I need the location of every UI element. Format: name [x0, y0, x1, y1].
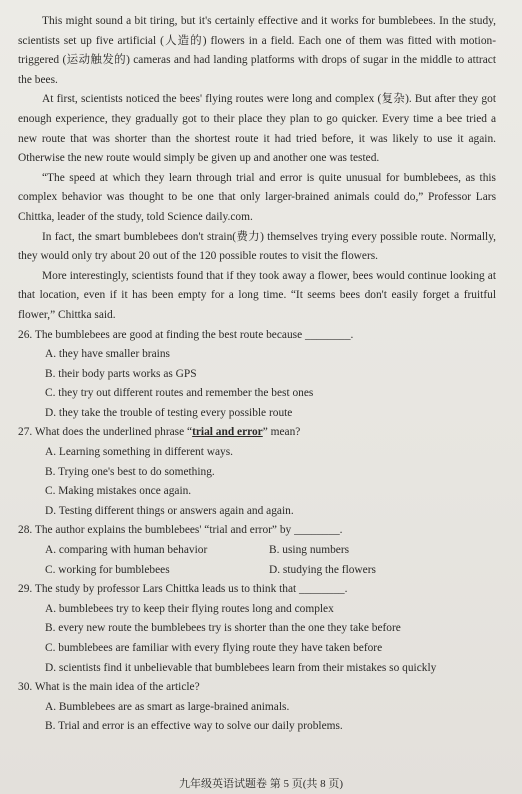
question-29 — [18, 580, 496, 678]
options-row — [45, 541, 496, 561]
option-b: B. Trying one's best to do something. — [45, 465, 215, 478]
passage-paragraph-3: “The speed at which they learn through trial and error is quite unusual for bumblebees, as this complex behavior was thought to be one that only larger-brained animals could do,” Professor Lars Chittka, leader of the study, told Science daily.com. — [18, 171, 496, 223]
passage-paragraph-4: In fact, the smart bumblebees don't strain(费力) themselves trying every possible route. Normally, they would only try about 20 out of the 120 possible routes to visit the flowers. — [18, 230, 496, 263]
question-27 — [18, 423, 496, 521]
question-26 — [18, 326, 496, 424]
question-30 — [18, 678, 496, 737]
option-a: A. bumblebees try to keep their flying routes long and complex — [45, 602, 334, 615]
exam-content — [18, 12, 496, 737]
question-stem: 28. The author explains the bumblebees' “trial and error” by ________. — [18, 524, 343, 537]
question-stem: 26. The bumblebees are good at finding the best route because ________. — [18, 328, 354, 341]
option-d: D. scientists find it unbelievable that bumblebees learn from their mistakes so quickly — [45, 661, 437, 674]
option-b: B. Trial and error is an effective way to solve our daily problems. — [45, 720, 343, 733]
option-b: B. every new route the bumblebees try is shorter than the one they take before — [45, 622, 401, 635]
option-a: A. comparing with human behavior — [45, 544, 208, 557]
option-c: C. working for bumblebees — [45, 563, 170, 576]
option-a: A. Bumblebees are as smart as large-brained animals. — [45, 700, 290, 713]
option-c: C. they try out different routes and remember the best ones — [45, 387, 314, 400]
stem-after: ” mean? — [262, 426, 301, 439]
option-c: C. bumblebees are familiar with every flying route they have taken before — [45, 642, 383, 654]
passage-paragraph-1: This might sound a bit tiring, but it's certainly effective and it works for bumblebees. In the study, scientists set up five artificial (人造的) flowers in a field. Each one of them was fitted with motion-triggered (运动触发的) cameras and had landing platforms with drops of sugar in the middle to attract the bees. — [18, 15, 496, 86]
page-footer: 九年级英语试题卷 第 5 页(共 8 页) — [178, 778, 344, 790]
passage-paragraph-2: At first, scientists noticed the bees' flying routes were long and complex (复杂). But after they got enough experience, they gradually got to their place they plan to go quicker. Every time a bee tried a new route that was shorter than the shortest route it had tried before, it was likely to use it again. Otherwise the new route would simply be given up and another one was tested. — [18, 93, 496, 165]
option-b: B. using numbers — [269, 544, 350, 557]
passage-paragraph-5: More interestingly, scientists found that if they took away a flower, bees would continue looking at that location, even if it has been empty for a long time. “It seems bees don't easily forget a fruitful flower,” Chittka said. — [18, 269, 496, 321]
option-d: D. they take the trouble of testing every possible route — [45, 406, 293, 419]
question-stem: 30. What is the main idea of the article? — [18, 681, 200, 694]
option-a: A. they have smaller brains — [45, 348, 170, 361]
question-stem: 29. The study by professor Lars Chittka leads us to think that ________. — [18, 583, 348, 596]
stem-before: 27. What does the underlined phrase “ — [18, 426, 193, 439]
underlined-phrase: trial and error — [192, 426, 263, 439]
question-stem — [18, 423, 496, 443]
question-28 — [18, 521, 496, 580]
option-a: A. Learning something in different ways. — [45, 446, 234, 459]
option-d: D. Testing different things or answers again and again. — [45, 504, 294, 517]
option-d: D. studying the flowers — [269, 563, 376, 576]
option-b: B. their body parts works as GPS — [45, 367, 197, 380]
option-c: C. Making mistakes once again. — [45, 485, 192, 498]
options-row — [45, 561, 496, 581]
